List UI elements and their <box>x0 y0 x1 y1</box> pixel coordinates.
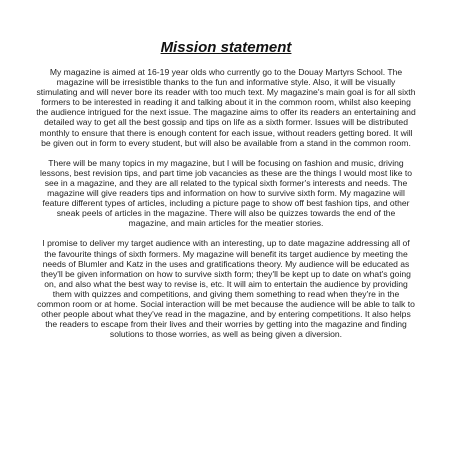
paragraph-promise: I promise to deliver my target audience with an interesting, up to date magazine addressing all of the favourite things of sixth formers. My magazine will benefit its target audience by meeting the needs of Blumler and Katz in the uses and gratifications theory. My audience will be educated as they'll be given information on how to survive sixth form; they'll be kept up to date on what's going on, and also what the best way to revise is, etc. It will aim to entertain the audience by providing them with quizzes and competitions, and giving them something to read when they're in the common room or at home. Social interaction will be met because the audience will be able to talk to other people about what they've read in the magazine, and by entering competitions. It also helps the readers to escape from their lives and their worries by getting into the magazine and finding solutions to those worries, as well as being given a diversion. <box>37 238 415 340</box>
paragraph-topics: There will be many topics in my magazine, but I will be focusing on fashion and music, driving lessons, best revision tips, and part time job vacancies as these are the things I would most like to see in a magazine, and they are all related to the typical sixth former's interests and needs. The magazine will give readers tips and information on how to survive sixth form. My magazine will feature different types of articles, including a picture page to show off best fashion tips, and other sneak peels of articles in the magazine. There will also be quizzes towards the end of the magazine, and main articles for the meatier stories. <box>39 157 413 229</box>
document-title: Mission statement <box>160 39 292 56</box>
paragraph-audience: My magazine is aimed at 16-19 year olds who currently go to the Douay Martyrs School. The magazine will be irresistible thanks to the fun and informative style. Also, it will be visually stimulating and will never bore its reader with too much text. My magazine's main goal is for all sixth formers to be interested in reading it and talking about it in the common room, whilst also keeping the audience intrigued for the next issue. The magazine aims to offer its readers an entertaining and detailed way to get all the best gossip and tips on life as a sixth former. Issues will be distributed monthly to ensure that there is enough content for each issue, without readers getting bored. It will be given out in form to every student, but will also be available from a stand in the common room. <box>36 67 416 148</box>
